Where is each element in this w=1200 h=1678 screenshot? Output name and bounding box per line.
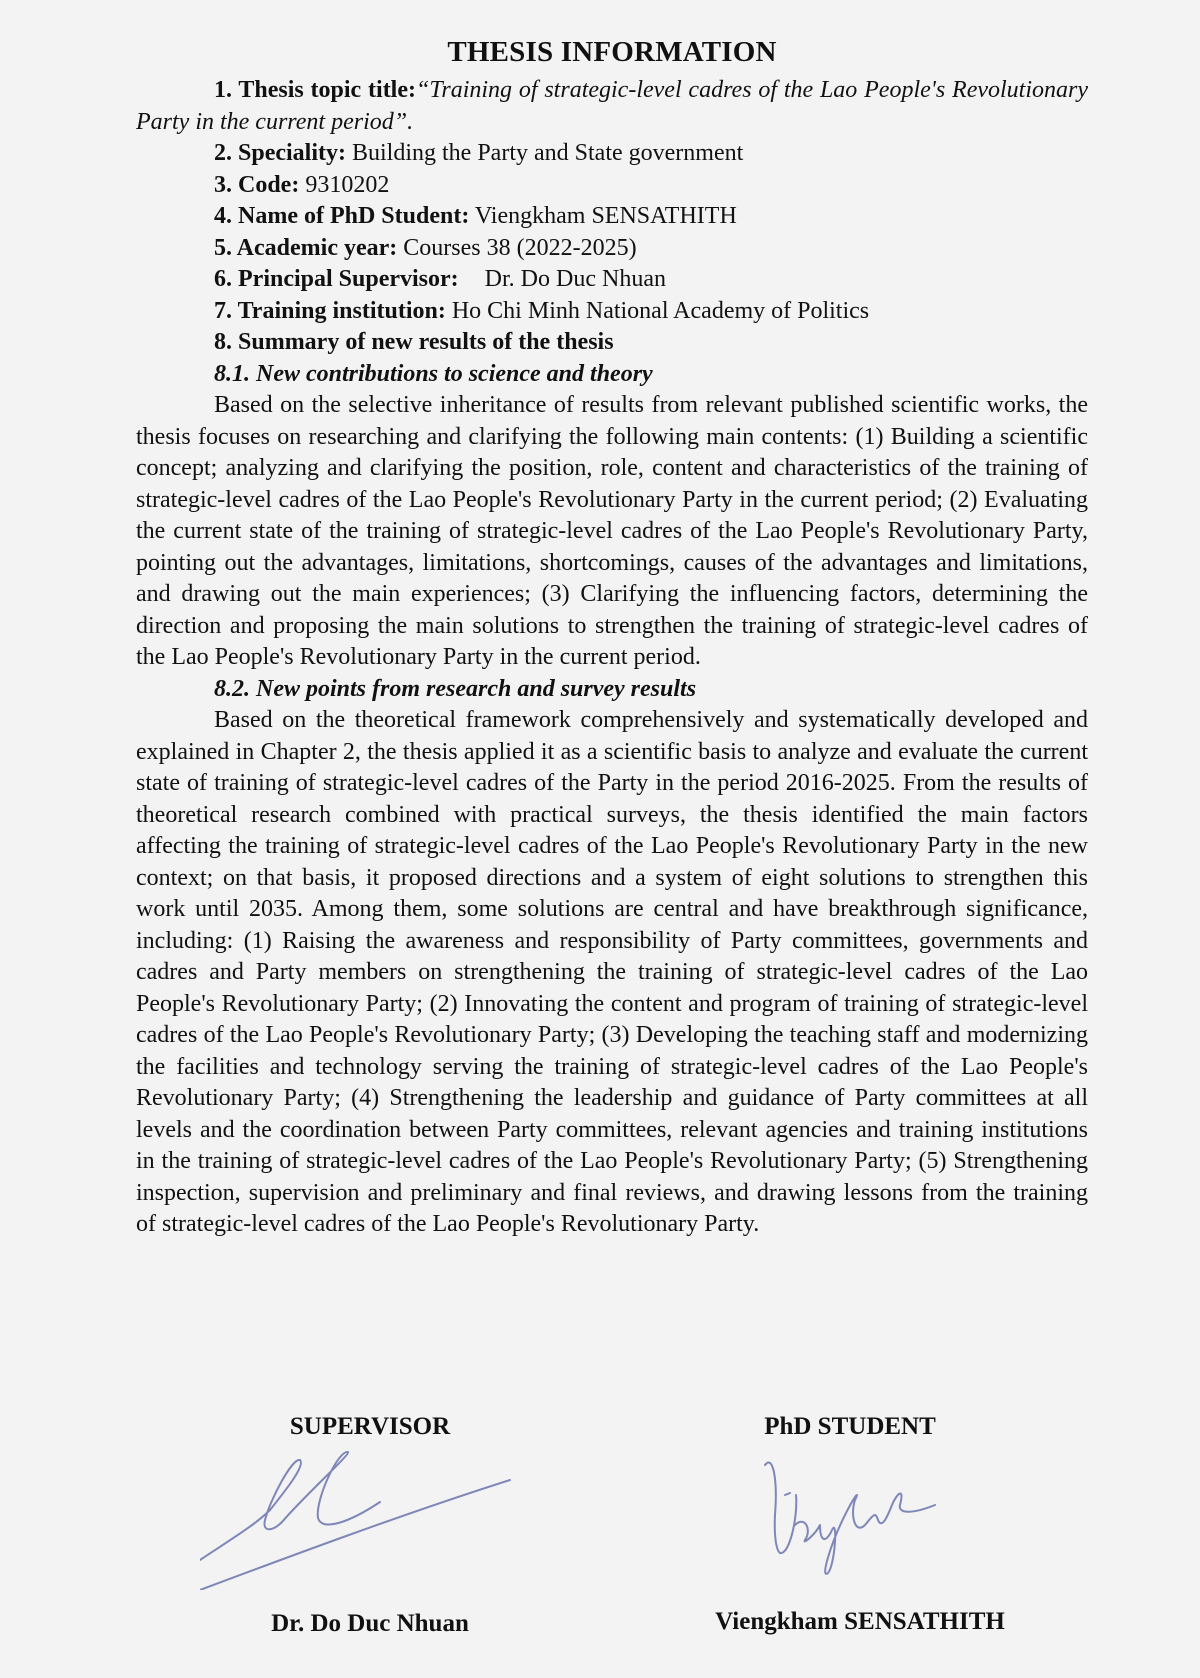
supervisor-signature [200, 1440, 530, 1590]
institution-value: Ho Chi Minh National Academy of Politics [451, 297, 870, 324]
student-signature [760, 1455, 960, 1585]
section-8-1-body: Based on the selective inheritance of results from relevant published scientific works, the thesis focuses on researching and clarifying the following main contents: (1) Building a scientific concept; analyzing and clarifying the position, role, content and characteristics of the training of strategic-level cadres of the Lao People's Revolutionary Party in the current period; (2) Evaluating the current state of the training of strategic-level cadres of the Lao People's Revolutionary Party, pointing out the advantages, limitations, shortcomings, causes of the advantages and limitations, and drawing out the main experiences; (3) Clarifying the influencing factors, determining the direction and proposing the main solutions to strengthen the training of strategic-level cadres of the Lao People's Revolutionary Party in the current period. [136, 392, 1088, 670]
supervisor-name: Dr. Do Duc Nhuan [271, 1610, 469, 1637]
academic-year-value: Courses 38 (2022-2025) [403, 234, 637, 261]
topic-line [136, 75, 1088, 138]
code-label: 3. Code: [214, 171, 300, 198]
code-line [136, 170, 1088, 202]
summary-heading-text: 8. Summary of new results of the thesis [214, 329, 614, 355]
topic-label: 1. Thesis topic title: [214, 77, 416, 103]
institution-label: 7. Training institution: [214, 297, 446, 324]
student-value: Viengkham SENSATHITH [474, 203, 737, 229]
academic-year-line [136, 233, 1088, 265]
speciality-label: 2. Speciality: [214, 140, 346, 166]
institution-line [136, 296, 1088, 328]
student-label: 4. Name of PhD Student: [214, 203, 470, 229]
document-title: THESIS INFORMATION [447, 36, 777, 68]
supervisor-line [136, 264, 1088, 296]
topic-value: “Training of strategic-level cadres of the Lao People's Revolutionary Party in the current period”. [136, 77, 1089, 135]
section-8-2-heading: 8.2. New points from research and survey results [214, 675, 697, 702]
academic-year-label: 5. Academic year: [214, 234, 398, 261]
thesis-information-page [136, 36, 1088, 1241]
student-role-label: PhD STUDENT [764, 1413, 936, 1440]
code-value: 9310202 [305, 171, 390, 198]
supervisor-value: Dr. Do Duc Nhuan [484, 266, 666, 292]
student-name: Viengkham SENSATHITH [715, 1608, 1005, 1635]
speciality-value: Building the Party and State government [352, 140, 744, 166]
supervisor-label: 6. Principal Supervisor: [214, 266, 459, 292]
student-line [136, 201, 1088, 233]
summary-heading [136, 327, 1088, 359]
section-8-1-heading: 8.1. New contributions to science and theory [214, 360, 653, 387]
speciality-line [136, 138, 1088, 170]
section-8-2-body: Based on the theoretical framework comprehensively and systematically developed and explained in Chapter 2, the thesis applied it as a scientific basis to analyze and evaluate the current state of training of strategic-level cadres of the Party in the period 2016-2025. From the results of theoretical research combined with practical surveys, the thesis identified the main factors affecting the training of strategic-level cadres of the Lao People's Revolutionary Party in the new context; on that basis, it proposed directions and a system of eight solutions to strengthen this work until 2035. Among them, some solutions are central and have breakthrough significance, including: (1) Raising the awareness and responsibility of Party committees, governments and cadres and Party members on strengthening the training of strategic-level cadres of the Lao People's Revolutionary Party; (2) Innovating the content and program of training of strategic-level cadres of the Lao People's Revolutionary Party; (3) Developing the teaching staff and modernizing the facilities and technology serving the training of strategic-level cadres of the Lao People's Revolutionary Party; (4) Strengthening the leadership and guidance of Party committees at all levels and the coordination between Party committees, relevant agencies and training institutions in the training of strategic-level cadres of the Lao People's Revolutionary Party; (5) Strengthening inspection, supervision and preliminary and final reviews, and drawing lessons from the training of strategic-level cadres of the Lao People's Revolutionary Party. [136, 707, 1088, 1237]
supervisor-role-label: SUPERVISOR [289, 1413, 451, 1440]
